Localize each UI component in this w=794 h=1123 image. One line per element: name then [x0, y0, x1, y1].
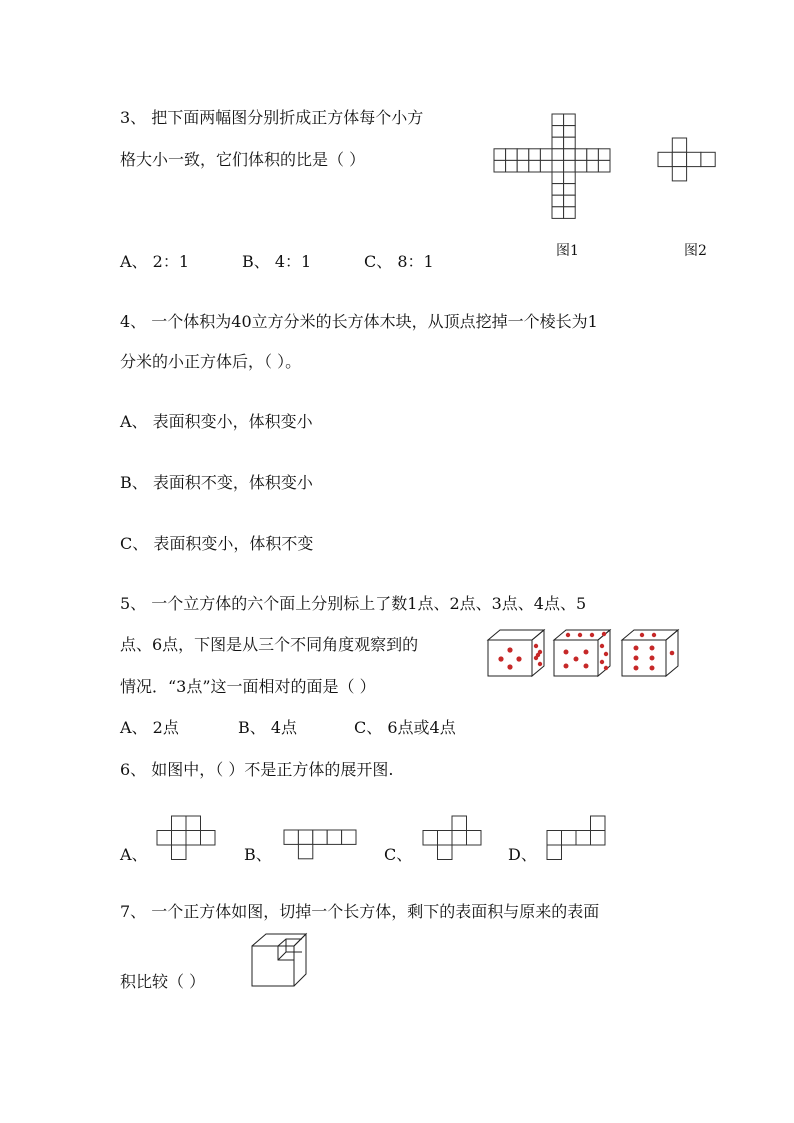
- q3-figure1-net: [494, 114, 610, 222]
- net-cell: [467, 831, 482, 846]
- q3-option-c[interactable]: C、 8：1: [364, 252, 434, 271]
- q7-line2: 积比较（ ）: [120, 972, 206, 991]
- net-cell: [591, 816, 606, 831]
- net-cell: [494, 160, 506, 172]
- q3-figure2-net: [658, 138, 716, 196]
- net-cell: [452, 816, 467, 831]
- net-cell: [658, 152, 672, 166]
- net-cell: [575, 149, 587, 161]
- net-cell: [598, 160, 610, 172]
- net-cell: [172, 816, 187, 831]
- die-view-2: [554, 630, 610, 676]
- net-cell: [157, 831, 172, 846]
- q6-net-a: [157, 816, 217, 862]
- die-view-3: [622, 630, 678, 676]
- net-cell: [186, 831, 201, 846]
- q6-option-d[interactable]: D、: [508, 845, 537, 864]
- net-cell: [672, 167, 686, 181]
- net-cell: [564, 126, 576, 138]
- net-cell: [564, 195, 576, 207]
- q3-figure1-label: 图1: [556, 243, 579, 259]
- net-cell: [327, 830, 341, 844]
- net-cell: [540, 160, 552, 172]
- net-cell: [672, 152, 686, 166]
- q5-option-a[interactable]: A、 2点: [120, 718, 179, 737]
- net-cell: [672, 138, 686, 152]
- net-cell: [564, 160, 576, 172]
- net-cell: [438, 831, 453, 846]
- q6-net-d: [547, 816, 607, 862]
- q4-line2: 分米的小正方体后，（ ）。: [120, 352, 302, 371]
- net-cell: [172, 831, 187, 846]
- net-cell: [552, 114, 564, 126]
- q6-option-a[interactable]: A、: [120, 845, 148, 864]
- q5-dice-figures: [488, 628, 684, 680]
- net-cell: [540, 149, 552, 161]
- net-cell: [284, 830, 298, 844]
- net-cell: [598, 149, 610, 161]
- q5-line2: 点、6点，下图是从三个不同角度观察到的: [120, 635, 419, 654]
- net-cell: [552, 172, 564, 184]
- net-cell: [564, 149, 576, 161]
- q7-line1: 7、 一个正方体如图，切掉一个长方体，剩下的表面积与原来的表面: [120, 902, 600, 921]
- net-cell: [547, 831, 562, 846]
- net-cell: [591, 831, 606, 846]
- net-cell: [506, 149, 518, 161]
- net-cell: [564, 137, 576, 149]
- q6-option-b[interactable]: B、: [244, 845, 272, 864]
- q3-option-a[interactable]: A、 2：1: [120, 252, 190, 271]
- q6-line1: 6、 如图中，（ ）不是正方体的展开图.: [120, 760, 394, 779]
- net-cell: [576, 831, 591, 846]
- q6-option-c[interactable]: C、: [384, 845, 413, 864]
- net-cell: [552, 160, 564, 172]
- net-cell: [587, 160, 599, 172]
- net-cell: [201, 831, 216, 846]
- q5-line1: 5、 一个立方体的六个面上分别标上了数1点、2点、3点、4点、5: [120, 594, 587, 613]
- net-cell: [423, 831, 438, 846]
- q3-line2: 格大小一致，它们体积的比是（ ）: [120, 150, 366, 169]
- net-cell: [452, 831, 467, 846]
- net-cell: [552, 126, 564, 138]
- net-cell: [575, 160, 587, 172]
- q3-option-b[interactable]: B、 4：1: [242, 252, 312, 271]
- net-cell: [552, 184, 564, 196]
- net-cell: [517, 160, 529, 172]
- net-cell: [529, 160, 541, 172]
- q5-option-b[interactable]: B、 4点: [238, 718, 298, 737]
- q7-cut-cube-figure: [250, 932, 310, 988]
- q5-line3: 情况．“3点”这一面相对的面是（ ）: [120, 677, 376, 696]
- net-cell: [313, 830, 327, 844]
- net-cell: [438, 845, 453, 860]
- q4-option-b[interactable]: B、 表面积不变，体积变小: [120, 473, 313, 492]
- q5-option-c[interactable]: C、 6点或4点: [354, 718, 456, 737]
- net-cell: [506, 160, 518, 172]
- net-cell: [564, 114, 576, 126]
- q4-option-a[interactable]: A、 表面积变小，体积变小: [120, 412, 313, 431]
- q6-net-b: [284, 830, 360, 862]
- net-cell: [564, 172, 576, 184]
- net-cell: [547, 845, 562, 860]
- net-cell: [562, 831, 577, 846]
- net-cell: [587, 149, 599, 161]
- net-cell: [552, 195, 564, 207]
- q4-option-c[interactable]: C、 表面积变小，体积不变: [120, 534, 314, 553]
- net-cell: [552, 137, 564, 149]
- net-cell: [564, 207, 576, 219]
- net-cell: [186, 816, 201, 831]
- net-cell: [552, 149, 564, 161]
- q6-net-c: [423, 816, 483, 862]
- net-cell: [517, 149, 529, 161]
- net-cell: [701, 152, 715, 166]
- net-cell: [564, 184, 576, 196]
- net-cell: [172, 845, 187, 860]
- net-cell: [494, 149, 506, 161]
- net-cell: [298, 830, 312, 844]
- net-cell: [529, 149, 541, 161]
- die-view-1: [488, 630, 544, 676]
- q3-line1: 3、 把下面两幅图分别折成正方体每个小方: [120, 108, 424, 127]
- q3-figure2-label: 图2: [684, 243, 707, 259]
- net-cell: [342, 830, 356, 844]
- net-cell: [552, 207, 564, 219]
- net-cell: [687, 152, 701, 166]
- net-cell: [298, 844, 312, 858]
- q4-line1: 4、 一个体积为40立方分米的长方体木块，从顶点挖掉一个棱长为1: [120, 312, 598, 331]
